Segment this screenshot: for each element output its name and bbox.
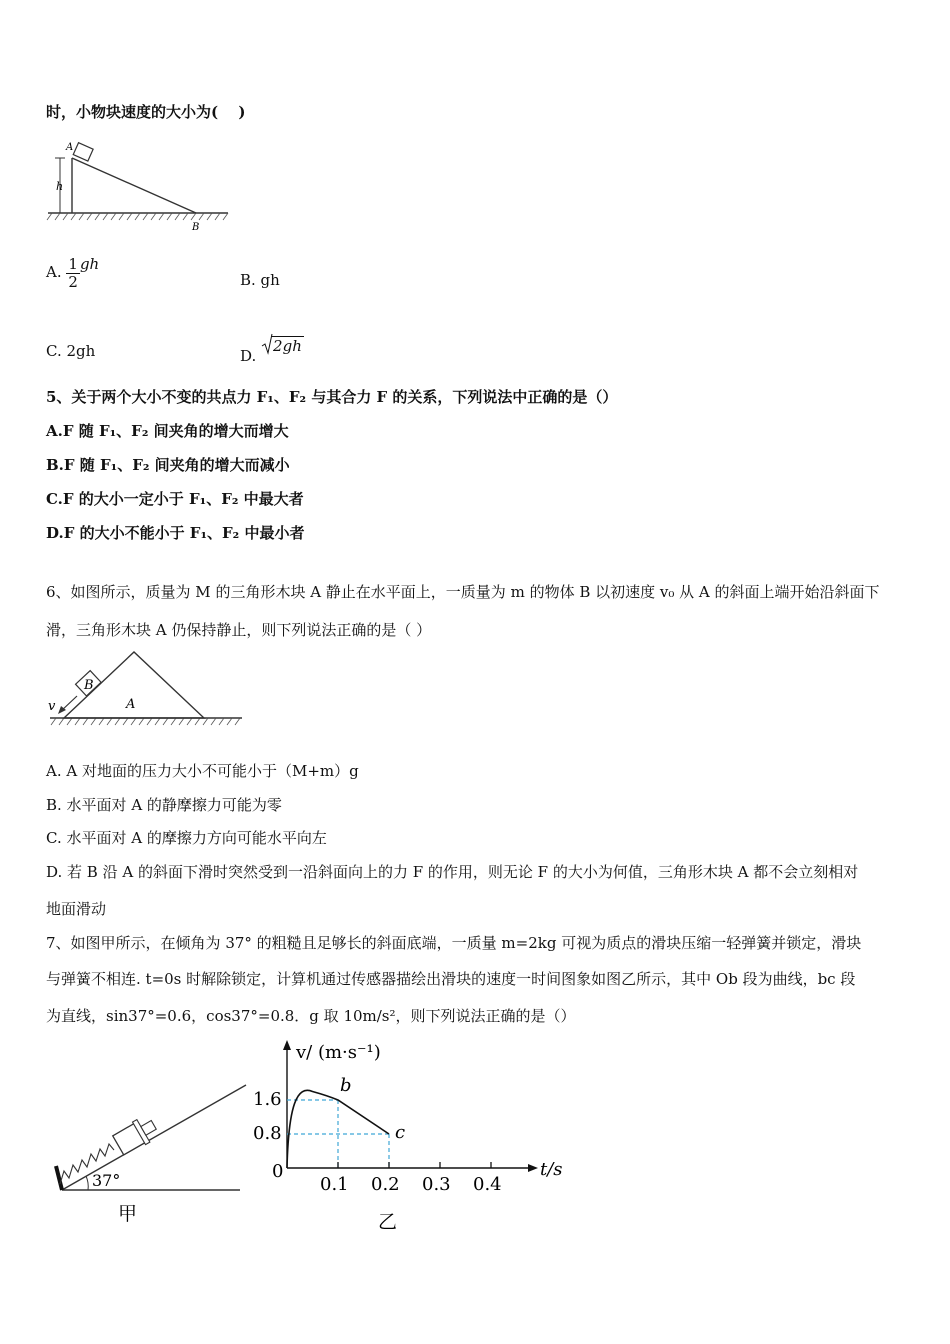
q7-jia-angle: 37° (92, 1171, 121, 1190)
q5-stem: 5、关于两个大小不变的共点力 F₁、F₂ 与其合力 F 的关系，下列说法中正确的是（） (46, 388, 618, 406)
y-axis-arrow-icon (283, 1040, 291, 1050)
x-axis-label: t/s (540, 1159, 563, 1180)
q6-wedge-figure (46, 648, 246, 732)
q4-stem-tail: 时，小物块速度的大小为( ) (46, 103, 246, 121)
q7-jia-caption: 甲 (118, 1203, 138, 1225)
x-tick-0.2: 0.2 (371, 1174, 400, 1195)
fraction-one-half: $\frac{1}{2}$ (68, 254, 78, 291)
q4-option-a-tail: gh (79, 255, 100, 273)
q7-stem-line3: 为直线，sin37°=0.6，cos37°=0.8．g 取 10m/s²，则下列说法正确的是（） (46, 1007, 576, 1025)
y-tick-1.6: 1.6 (253, 1089, 282, 1110)
q7-stem-line2: 与弹簧不相连. t=0s 时解除锁定，计算机通过传感器描绘出滑块的速度一时间图象如图乙所示，其中 Ob 段为曲线，bc 段 (46, 970, 856, 988)
q4-option-d[interactable] (240, 331, 304, 371)
q6-label-A: A (126, 697, 136, 712)
sqrt-expression: 2gh (261, 331, 304, 361)
q7-stem-line1: 7、如图甲所示，在倾角为 37° 的粗糙且足够长的斜面底端，一质量 m=2kg 可视为质点的滑块压缩一轻弹簧并锁定，滑块 (46, 934, 862, 952)
q6-stem-line2: 滑，三角形木块 A 仍保持静止，则下列说法正确的是（ ） (46, 621, 432, 639)
sqrt-symbol-icon (261, 333, 273, 355)
q4-option-c[interactable]: C. 2gh (46, 342, 96, 360)
x-tick-0.3: 0.3 (422, 1174, 451, 1195)
q4-label-B: B (192, 222, 200, 233)
q5-option-d[interactable]: D.F 的大小不能小于 F₁、F₂ 中最小者 (46, 524, 305, 542)
x-axis-arrow-icon (528, 1164, 538, 1172)
q5-option-c[interactable]: C.F 的大小一定小于 F₁、F₂ 中最大者 (46, 490, 304, 508)
q6-label-B: B (84, 678, 94, 693)
q7-yi-caption: 乙 (378, 1211, 398, 1233)
q5-option-a[interactable]: A.F 随 F₁、F₂ 间夹角的增大而增大 (46, 422, 289, 440)
q6-stem-line1: 6、如图所示，质量为 M 的三角形木块 A 静止在水平面上，一质量为 m 的物体 B 以初速度 v₀ 从 A 的斜面上端开始沿斜面下 (46, 583, 880, 601)
point-c-label: c (395, 1122, 406, 1143)
q4-label-A: A (66, 142, 74, 153)
q6-option-c[interactable]: C. 水平面对 A 的摩擦力方向可能水平向左 (46, 829, 327, 847)
q4-option-b[interactable]: B. gh (240, 271, 280, 289)
q6-option-d[interactable]: D. 若 B 沿 A 的斜面下滑时突然受到一沿斜面向上的力 F 的作用，则无论 F 的大小为何值，三角形木块 A 都不会立刻相对 (46, 863, 859, 881)
q6-option-a[interactable]: A. A 对地面的压力大小不可能小于（M+m）g (46, 762, 359, 780)
q7-fig-jia (44, 1078, 254, 1230)
y-axis-label: v/ (m·s⁻¹) (296, 1042, 381, 1063)
y-tick-0.8: 0.8 (253, 1123, 282, 1144)
q4-option-a-label: A. (46, 263, 62, 281)
q4-option-a[interactable] (46, 246, 99, 291)
y-tick-0: 0 (272, 1161, 284, 1182)
x-tick-0.4: 0.4 (473, 1174, 502, 1195)
point-b-label: b (340, 1075, 352, 1096)
q6-option-b[interactable]: B. 水平面对 A 的静摩擦力可能为零 (46, 796, 282, 814)
q5-option-b[interactable]: B.F 随 F₁、F₂ 间夹角的增大而减小 (46, 456, 290, 474)
q4-incline-figure (44, 138, 234, 233)
q6-option-d-cont: 地面滑动 (46, 900, 107, 918)
q6-label-v: v (48, 699, 56, 714)
q7-vt-chart (250, 1036, 580, 1236)
x-tick-0.1: 0.1 (320, 1174, 349, 1195)
q4-option-d-label: D. (240, 347, 257, 365)
q4-label-h: h (56, 180, 64, 193)
